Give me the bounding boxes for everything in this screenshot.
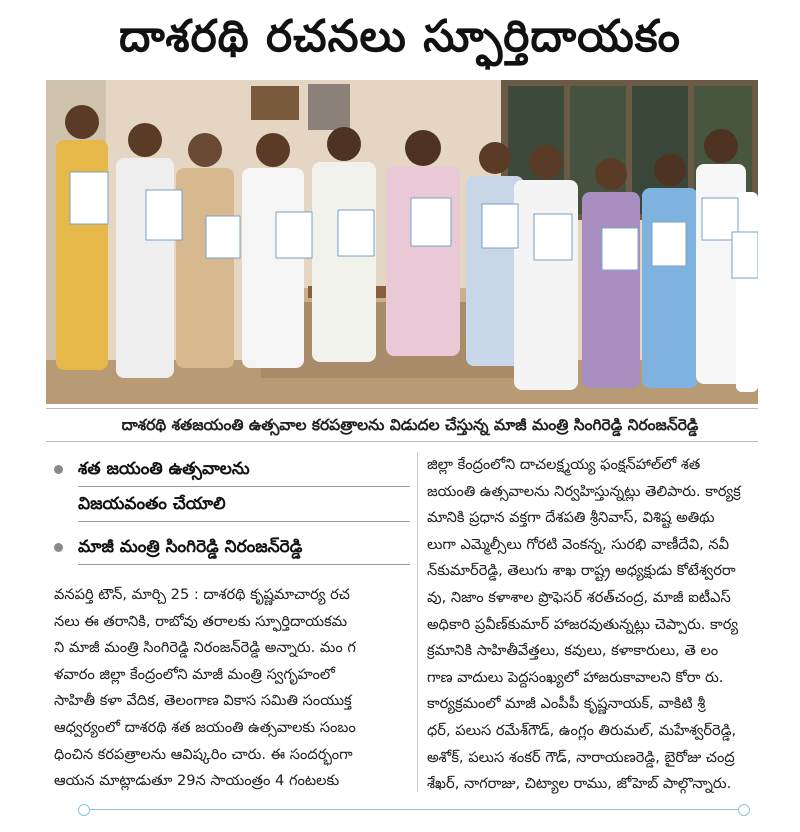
highlight-bullets <box>48 452 410 565</box>
text-line: ధించిన కరపత్రాలను ఆవిష్కరిం చారు. ఈ సందర్భంగా <box>54 745 353 763</box>
text-line: ని మాజీ మంత్రి సింగిరెడ్డి నిరంజన్‌రెడ్డి అన్నారు. మం గ <box>54 639 356 657</box>
article-left-column <box>54 582 410 795</box>
text-line: జిల్లా కేంద్రంలోని దాచలక్ష్మయ్య ఫంక్షన్‌హాల్‌లో శత <box>427 456 701 473</box>
text-line: అశోక్, పలుస శంకర్ గౌడ్, నారాయణరెడ్డి, బైరోజు చంద్ర <box>427 748 735 766</box>
photo-caption: దాశరథి శతజయంతి ఉత్సవాల కరపత్రాలను విడుదల చేస్తున్న మాజీ మంత్రి సింగిరెడ్డి నిరంజన్‌రెడ్డి <box>121 416 699 434</box>
text-line: ళవారం జిల్లా కేంద్రంలోని మాజీ మంత్రి స్వగృహంలో <box>54 665 335 683</box>
text-line: క్రమానికి సాహితీవేత్తలు, కవులు, కళాకారులు, తె లం <box>427 642 719 660</box>
footer-dot-left <box>78 804 90 816</box>
text-line: అధికారి ప్రవీణ్‌కుమార్ హాజరవుతున్నట్లు చెప్పారు. కార్య <box>427 615 739 633</box>
headline: దాశరథి రచనలు స్ఫూర్తిదాయకం <box>119 11 681 62</box>
bullet-dot-icon <box>54 465 63 474</box>
footer-dot-right <box>738 804 750 816</box>
text-line: వనపర్తి టౌన్, మార్చి 25 : దాశరథి కృష్ణమాచార్య రచ <box>54 586 350 603</box>
bullet-item <box>48 530 410 565</box>
text-line: న్‌కుమార్‌రెడ్డి, తెలుగు శాఖ రాష్ట్ర అధ్యక్షుడు కోటేశ్వరరా <box>427 562 736 580</box>
news-photo <box>46 80 758 404</box>
caption-rule-top <box>46 408 758 409</box>
text-line: మానికి ప్రధాన వక్తగా దేశపతి శ్రీనివాస్, విశిష్ట అతిథు <box>427 509 715 527</box>
text-line: సాహితీ కళా వేదిక, తెలంగాణ వికాస సమితి సంయుక్త <box>54 692 352 710</box>
text-line: ధర్, పలుస రమేశ్‌గౌడ్, ఉంగ్లం తిరుమల్, మహేశ్వర్‌రెడ్డి, <box>427 721 737 739</box>
bullet-line: మాజీ మంత్రి సింగిరెడ్డి నిరంజన్‌రెడ్డి <box>78 530 410 565</box>
bullet-line: విజయవంతం చేయాలి <box>78 487 410 522</box>
caption-rule-bottom <box>46 441 758 442</box>
text-line: శేఖర్, నాగరాజు, చిట్యాల రాము, జోహెబ్ పాల్గొన్నారు. <box>427 775 732 793</box>
column-divider <box>417 452 418 792</box>
text-line: ఆధ్వర్యంలో దాశరథి శత జయంతి ఉత్సవాలకు సంబం <box>54 718 356 736</box>
bullet-line: శత జయంతి ఉత్సవాలను <box>78 452 410 487</box>
footer-rule <box>86 809 746 810</box>
text-line: నలు ఈ తరానికి, రాబోవు తరాలకు స్ఫూర్తిదాయకమ <box>54 612 348 630</box>
text-line: లుగా ఎమ్మెల్సీలు గోరటి వెంకన్న, సురభి వాణీదేవి, నవీ <box>427 535 730 553</box>
article-right-column <box>427 452 772 798</box>
text-line: గాణ వాదులు పెద్దసంఖ్యలో హాజరుకావాలని కోరా రు. <box>427 668 724 686</box>
bullet-dot-icon <box>54 543 63 552</box>
text-line: కార్యక్రమంలో మాజీ ఎంపీపీ కృష్ణనాయక్, వాకిటి శ్రీ <box>427 695 706 713</box>
text-line: జయంతి ఉత్సవాలను నిర్వహిస్తున్నట్లు తెలిపారు. కార్యక్ర <box>427 482 741 500</box>
text-line: వు, నిజాం కళాశాల ప్రొఫెసర్ శరత్‌చంద్ర, మాజీ ఐటీఎస్ <box>427 588 731 606</box>
bullet-item <box>48 452 410 522</box>
text-line: ఆయన మాట్లాడుతూ 29న సాయంత్రం 4 గంటలకు <box>54 772 340 790</box>
